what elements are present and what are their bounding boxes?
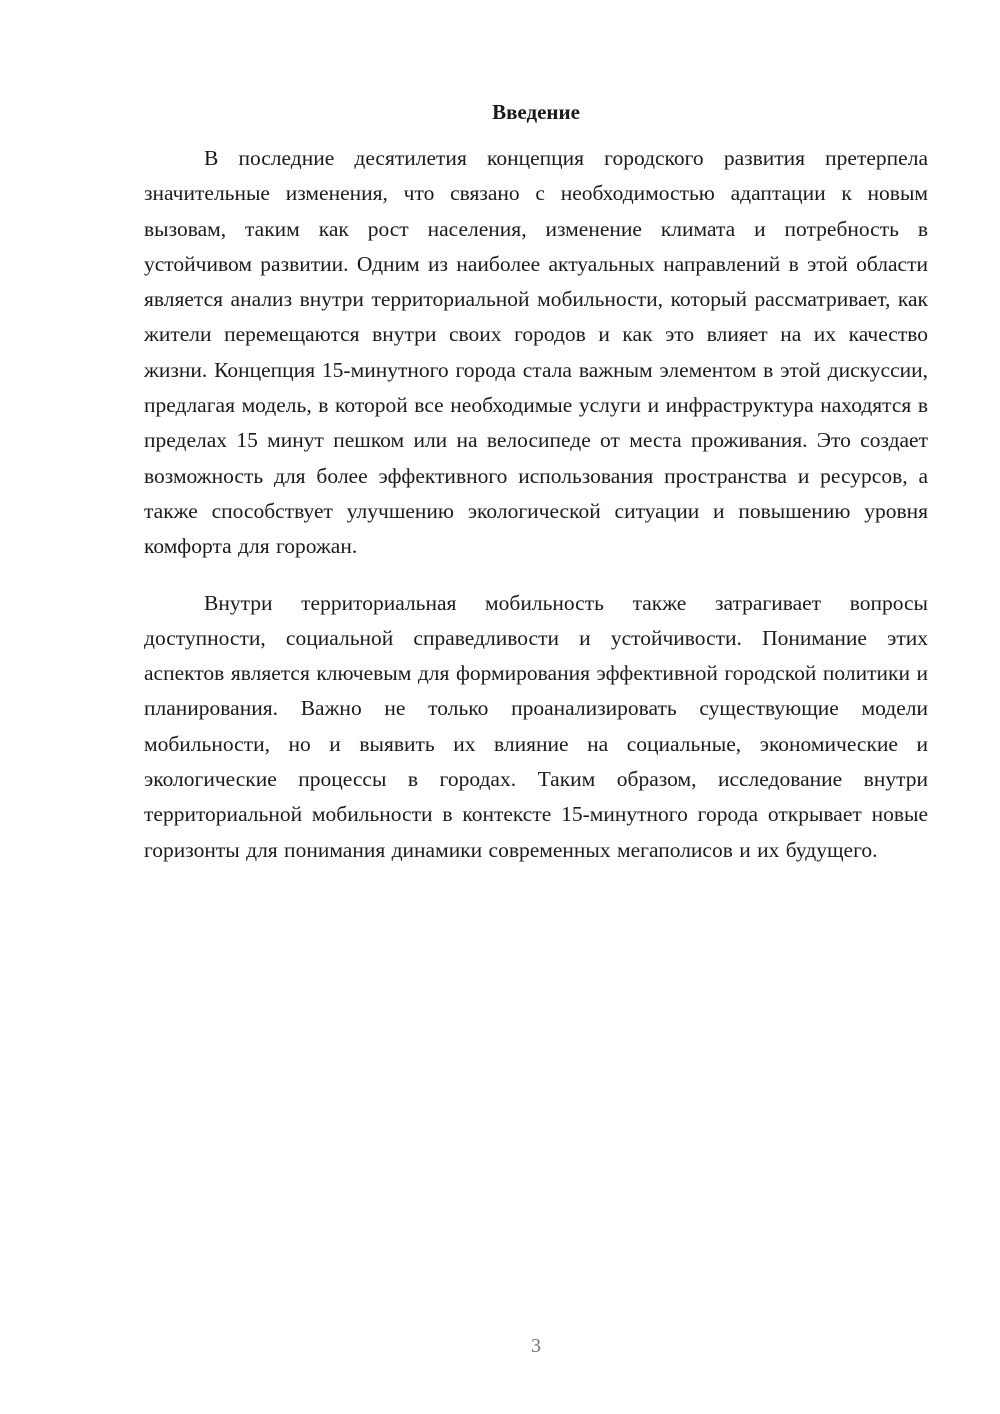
paragraph-2: Внутри территориальная мобильность также затрагивает вопросы доступности, социальной справедливости и устойчивости. Понимание этих аспектов является ключевым для формирования эффективной городской политики и планирования. Важно не только проанализировать существующие модели мобильности, но и выявить их влияние на социальные, экономические и экологические процессы в городах. Таким образом, исследование внутри территориальной мобильности в контексте 15-минутного города открывает новые горизонты для понимания динамики современных мегаполисов и их будущего. [144,590,928,862]
page-number: 3 [531,1335,541,1357]
paragraph-1: В последние десятилетия концепция городского развития претерпела значительные изменения, что связано с необходимостью адаптации к новым вызовам, таким как рост населения, изменение климата и потребность в устойчивом развитии. Одним из наиболее актуальных направлений в этой области является анализ внутри территориальной мобильности, который рассматривает, как жители перемещаются внутри своих городов и как это влияет на их качество жизни. Концепция 15-минутного города стала важным элементом в этой дискуссии, предлагая модель, в которой все необходимые услуги и инфраструктура находятся в пределах 15 минут пешком или на велосипеде от места проживания. Это создает возможность для более эффективного использования пространства и ресурсов, а также способствует улучшению экологической ситуации и повышению уровня комфорта для горожан. [144,146,928,559]
section-heading: Введение [492,100,580,124]
body-text [144,141,928,868]
